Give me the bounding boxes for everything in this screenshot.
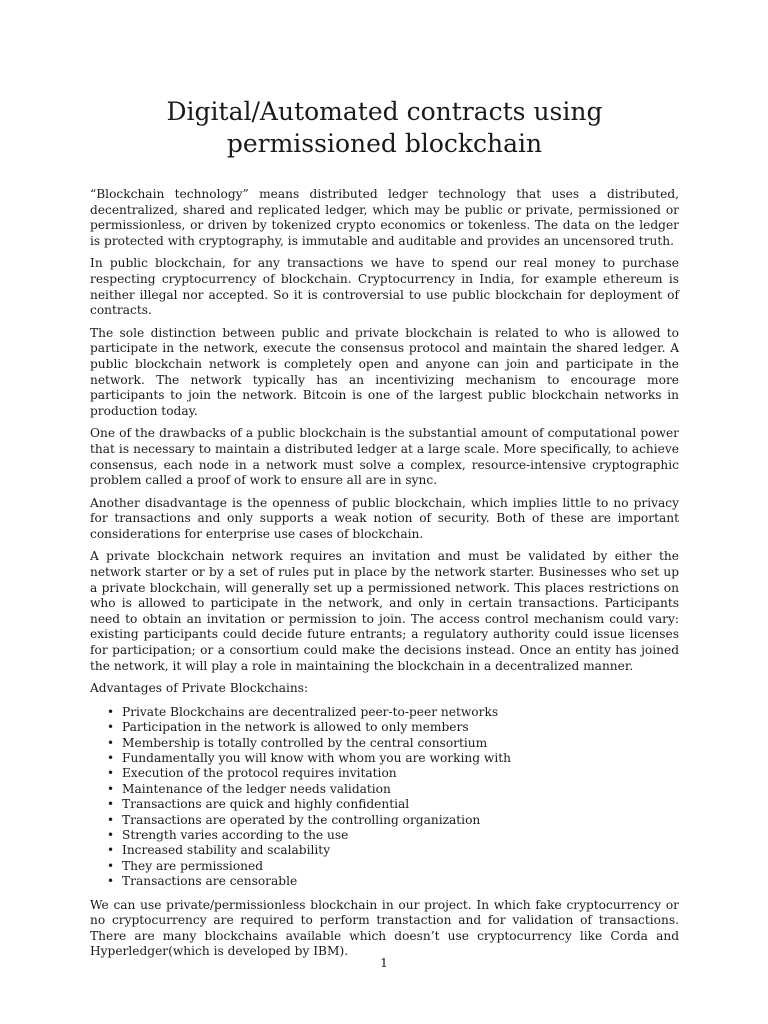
list-item	[107, 874, 679, 889]
advantages-list	[90, 705, 679, 890]
bullet-icon: •	[107, 720, 115, 735]
list-item-text: Transactions are operated by the controlling organization	[122, 812, 481, 827]
bullet-icon: •	[107, 751, 115, 766]
list-item-text: Increased stability and scalability	[122, 843, 331, 858]
paragraph-closing: We can use private/permissionless blockchain in our project. In which fake cryptocurrency or no cryptocurrency are required to perform transtaction and for validation of transactions. There are many blockchains available which doesn’t use cryptocurrency like Corda and Hyperledger(which is developed by IBM).	[90, 897, 679, 959]
bullet-icon: •	[107, 858, 115, 873]
list-item	[107, 704, 679, 720]
list-item	[107, 858, 679, 874]
list-item	[107, 720, 679, 735]
bullet-icon: •	[107, 843, 115, 858]
list-item	[107, 812, 679, 828]
list-item-text: Transactions are censorable	[122, 874, 298, 889]
advantages-heading: Advantages of Private Blockchains:	[90, 681, 309, 696]
bullet-icon: •	[107, 704, 115, 719]
list-item	[107, 797, 679, 812]
bullet-icon: •	[107, 735, 115, 750]
list-item-text: Fundamentally you will know with whom you are working with	[122, 751, 511, 766]
page-number: 1	[380, 956, 388, 970]
paragraph-private-network: A private blockchain network requires an invitation and must be validated by either the network starter or by a set of rules put in place by the network starter. Businesses who set up a private blockchain, will generally set up a permissioned network. This places restrictions on who is allowed to participate in the network, and only in certain transactions. Participants need to obtain an invitation or permission to join. The access control mechanism could vary: existing participants could decide future entrants; a regulatory authority could issue licenses for participation; or a consortium could make the decisions instead. Once an entity has joined the network, it will play a role in maintaining the blockchain in a decentralized manner.	[90, 549, 679, 673]
list-item	[107, 735, 679, 751]
list-item-text: Private Blockchains are decentralized peer-to-peer networks	[122, 704, 499, 719]
list-item	[107, 751, 679, 766]
bullet-icon: •	[107, 874, 115, 889]
list-item	[107, 843, 679, 858]
list-item-text: They are permissioned	[122, 858, 264, 873]
list-item	[107, 828, 679, 843]
paragraph-public-openness: Another disadvantage is the openness of public blockchain, which implies little to no privacy for transactions and only supports a weak notion of security. Both of these are important considerations for enterprise use cases of blockchain.	[90, 495, 679, 541]
list-item-text: Membership is totally controlled by the central consortium	[122, 735, 488, 750]
paragraph-public-drawbacks: One of the drawbacks of a public blockchain is the substantial amount of computational power that is necessary to maintain a distributed ledger at a large scale. More specifically, to achieve consensus, each node in a network must solve a complex, resource-intensive cryptographic problem called a proof of work to ensure all are in sync.	[90, 426, 679, 488]
paragraph-blockchain-definition: “Blockchain technology” means distributed ledger technology that uses a distributed, decentralized, shared and replicated ledger, which may be public or private, permissioned or permissionless, or driven by tokenized crypto economics or tokenless. The data on the ledger is protected with cryptography, is immutable and auditable and provides an uncensored truth.	[90, 187, 679, 248]
document-title: Digital/Automated contracts using permissioned blockchain	[166, 97, 603, 158]
list-item-text: Execution of the protocol requires invitation	[122, 766, 397, 781]
paragraph-public-blockchain-cost: In public blockchain, for any transactions we have to spend our real money to purchase respecting cryptocurrency of blockchain. Cryptocurrency in India, for example ethereum is neither illegal nor accepted. So it is controversial to use public blockchain for deployment of contracts.	[90, 256, 679, 318]
bullet-icon: •	[107, 781, 115, 796]
list-item	[107, 766, 679, 781]
list-item-text: Transactions are quick and highly confidential	[122, 797, 410, 812]
list-item-text: Strength varies according to the use	[122, 828, 349, 843]
bullet-icon: •	[107, 797, 115, 812]
bullet-icon: •	[107, 828, 115, 843]
list-item-text: Participation in the network is allowed to only members	[122, 720, 469, 735]
bullet-icon: •	[107, 766, 115, 781]
bullet-icon: •	[107, 812, 115, 827]
list-item-text: Maintenance of the ledger needs validation	[122, 781, 391, 796]
paragraph-public-vs-private: The sole distinction between public and private blockchain is related to who is allowed to participate in the network, execute the consensus protocol and maintain the shared ledger. A public blockchain network is completely open and anyone can join and participate in the network. The network typically has an incentivizing mechanism to encourage more participants to join the network. Bitcoin is one of the largest public blockchain networks in production today.	[90, 325, 679, 418]
list-item	[107, 781, 679, 797]
